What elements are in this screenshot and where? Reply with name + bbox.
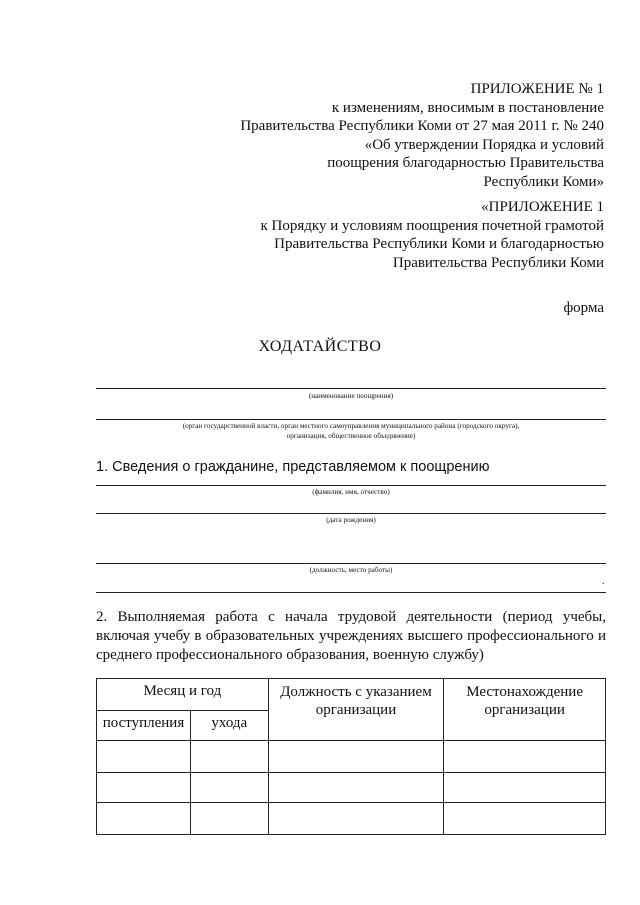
order-appendix-line: «ПРИЛОЖЕНИЕ 1 [481, 199, 604, 215]
table-cell[interactable] [97, 741, 191, 773]
section-1-heading: 1. Сведения о гражданине, представляемом к поощрению [96, 459, 490, 475]
award-name-caption: (наименование поощрения) [308, 392, 394, 400]
month-year-header: Месяц и год [97, 679, 269, 711]
appendix-header-line: к изменениям, вносимым в постановление [331, 99, 604, 116]
document-title: ХОДАТАЙСТВО [258, 338, 382, 355]
table-cell[interactable] [190, 741, 268, 773]
order-appendix-header [260, 198, 604, 272]
location-header: Местонахождение организации [444, 679, 606, 741]
appendix-header-line: поощрения благодарностью Правительства [327, 155, 604, 171]
end-header: ухода [190, 711, 268, 741]
table-cell[interactable] [268, 741, 444, 773]
organization-caption-line: (орган государственной власти, орган местного самоуправления муниципального района (городского округа), [182, 422, 520, 430]
award-name-line[interactable] [96, 388, 606, 389]
table-cell[interactable] [190, 803, 268, 835]
organization-caption-line: организация, общественное объединение) [286, 432, 416, 440]
form-label: форма [563, 300, 604, 316]
appendix-header-line: Республики Коми» [483, 173, 604, 190]
position-line[interactable] [96, 563, 606, 564]
appendix-header-line: ПРИЛОЖЕНИЕ № 1 [470, 81, 604, 97]
fio-caption: (фамилия, имя, отчество) [312, 488, 390, 496]
order-appendix-line: Правительства Республики Коми [392, 254, 604, 271]
work-history-table [96, 678, 606, 835]
table-row [97, 773, 606, 803]
table-cell[interactable] [97, 803, 191, 835]
organization-caption [96, 421, 606, 441]
start-header: поступления [97, 711, 191, 741]
organization-line[interactable] [96, 419, 606, 420]
table-row [97, 803, 606, 835]
appendix-header-line: «Об утверждении Порядка и условий [364, 136, 604, 153]
table-cell[interactable] [268, 803, 444, 835]
appendix-header-line: Правительства Республики Коми от 27 мая 2011 г. № 240 [240, 118, 604, 134]
appendix-header [240, 80, 604, 191]
position-line-extra[interactable] [96, 592, 606, 593]
table-cell[interactable] [190, 773, 268, 803]
table-cell[interactable] [444, 741, 606, 773]
section-2-heading: 2. Выполняемая работа с начала трудовой деятельности (период учебы, включая учебу в образовательных учреждениях высшего профессионального и среднего профессионального образования, военную службу) [96, 609, 606, 663]
fio-line[interactable] [96, 485, 606, 486]
order-appendix-line: к Порядку и условиям поощрения почетной грамотой [260, 217, 604, 234]
birth-date-caption: (дата рождения) [326, 516, 376, 524]
position-caption: (должность, место работы) [309, 566, 393, 574]
table-cell[interactable] [97, 773, 191, 803]
table-cell[interactable] [444, 803, 606, 835]
dot-mark: . [602, 576, 605, 587]
order-appendix-line: Правительства Республики Коми и благодарностью [274, 236, 604, 252]
table-cell[interactable] [444, 773, 606, 803]
table-row [97, 741, 606, 773]
birth-date-line[interactable] [96, 513, 606, 514]
position-header: Должность с указанием организации [268, 679, 444, 741]
table-cell[interactable] [268, 773, 444, 803]
